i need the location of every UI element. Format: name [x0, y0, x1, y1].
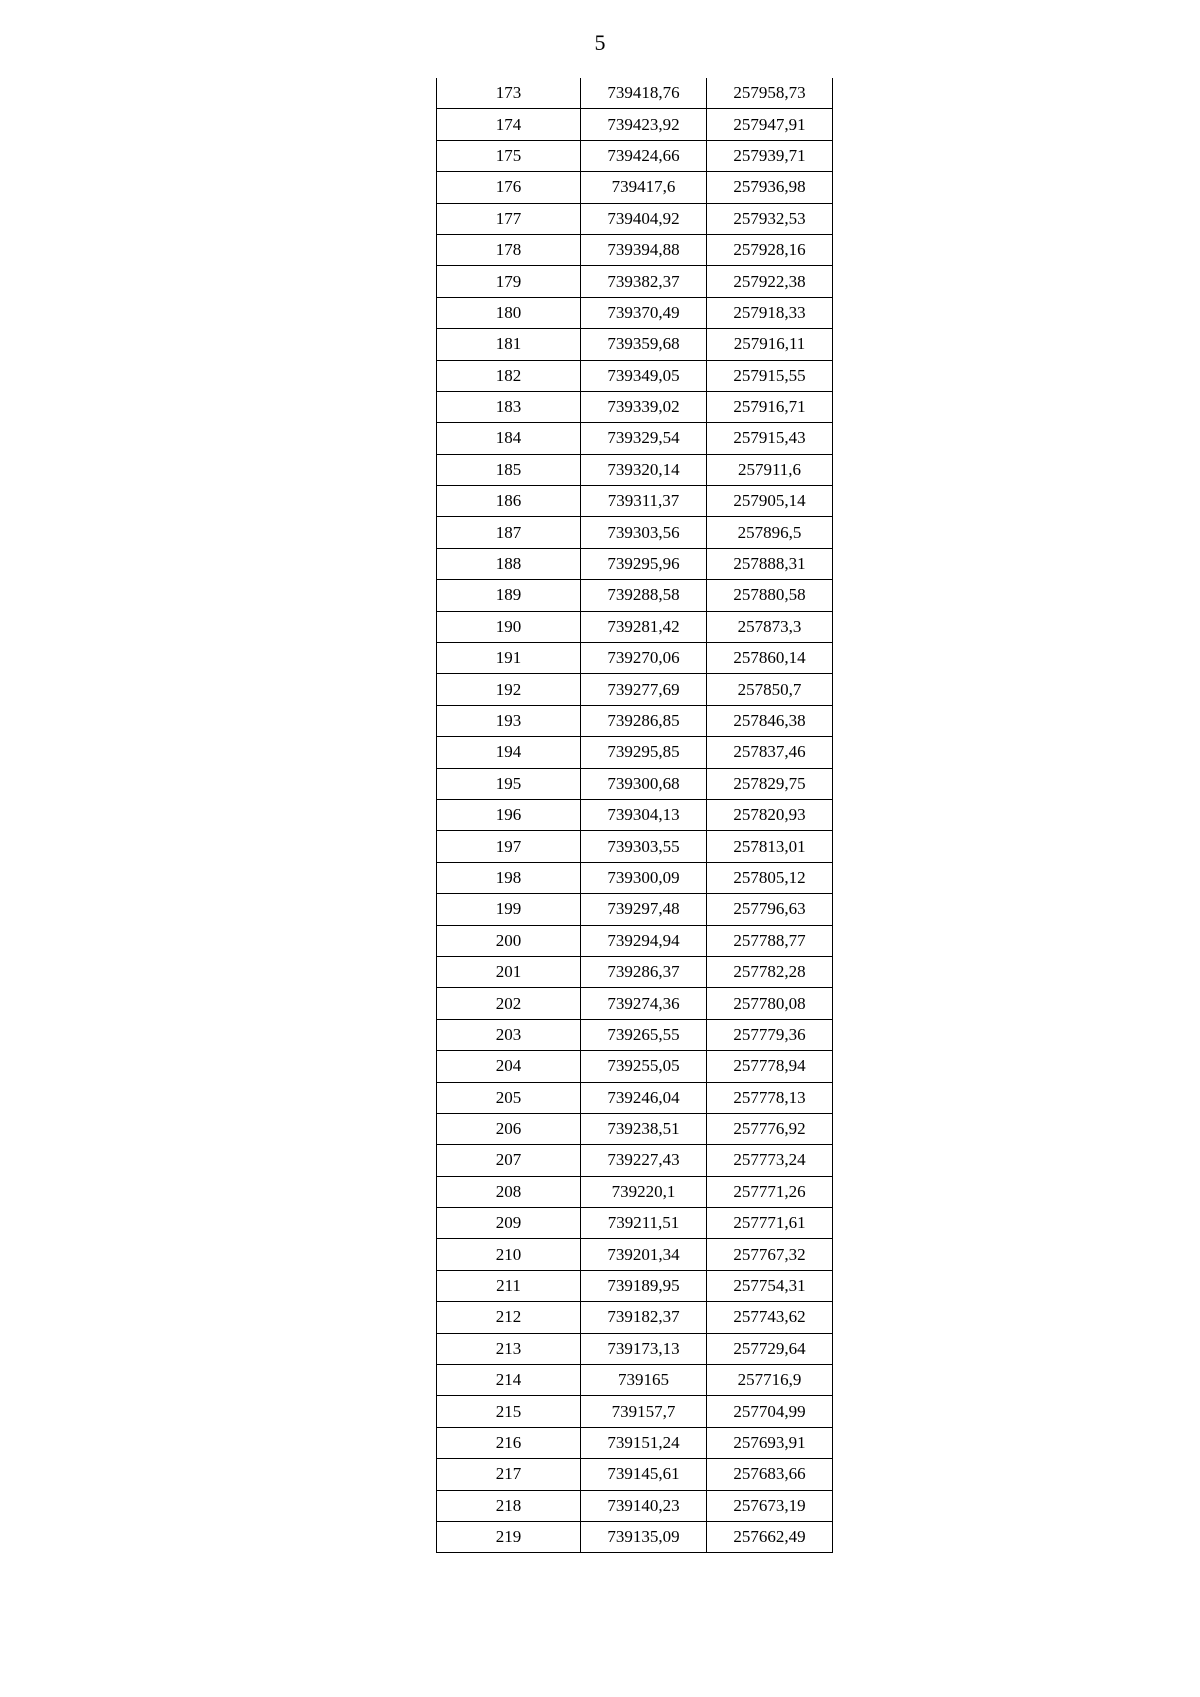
y-coordinate-cell: 257939,71: [707, 140, 833, 171]
point-number-cell: 204: [437, 1051, 581, 1082]
table-row: [437, 109, 833, 140]
y-coordinate-cell: 257754,31: [707, 1270, 833, 1301]
x-coordinate-cell: 739359,68: [581, 329, 707, 360]
point-number-cell: 190: [437, 611, 581, 642]
x-coordinate-cell: 739201,34: [581, 1239, 707, 1270]
x-coordinate-cell: 739370,49: [581, 297, 707, 328]
y-coordinate-cell: 257916,71: [707, 391, 833, 422]
table-row: [437, 768, 833, 799]
table-row: [437, 1365, 833, 1396]
table-row: [437, 1176, 833, 1207]
table-row: [437, 548, 833, 579]
table-row: [437, 1333, 833, 1364]
table-row: [437, 78, 833, 109]
y-coordinate-cell: 257829,75: [707, 768, 833, 799]
table-row: [437, 517, 833, 548]
x-coordinate-cell: 739300,09: [581, 862, 707, 893]
table-row: [437, 1396, 833, 1427]
x-coordinate-cell: 739303,55: [581, 831, 707, 862]
point-number-cell: 205: [437, 1082, 581, 1113]
point-number-cell: 178: [437, 234, 581, 265]
y-coordinate-cell: 257928,16: [707, 234, 833, 265]
x-coordinate-cell: 739418,76: [581, 78, 707, 109]
point-number-cell: 212: [437, 1302, 581, 1333]
table-row: [437, 894, 833, 925]
point-number-cell: 195: [437, 768, 581, 799]
table-row: [437, 266, 833, 297]
table-row: [437, 391, 833, 422]
y-coordinate-cell: 257915,55: [707, 360, 833, 391]
table-row: [437, 140, 833, 171]
x-coordinate-cell: 739329,54: [581, 423, 707, 454]
x-coordinate-cell: 739286,37: [581, 956, 707, 987]
table-row: [437, 611, 833, 642]
x-coordinate-cell: 739265,55: [581, 1019, 707, 1050]
y-coordinate-cell: 257776,92: [707, 1113, 833, 1144]
x-coordinate-cell: 739394,88: [581, 234, 707, 265]
x-coordinate-cell: 739140,23: [581, 1490, 707, 1521]
table-row: [437, 831, 833, 862]
x-coordinate-cell: 739288,58: [581, 580, 707, 611]
point-number-cell: 207: [437, 1145, 581, 1176]
table-row: [437, 956, 833, 987]
table-row: [437, 454, 833, 485]
point-number-cell: 185: [437, 454, 581, 485]
point-number-cell: 199: [437, 894, 581, 925]
y-coordinate-cell: 257767,32: [707, 1239, 833, 1270]
point-number-cell: 200: [437, 925, 581, 956]
y-coordinate-cell: 257673,19: [707, 1490, 833, 1521]
y-coordinate-cell: 257716,9: [707, 1365, 833, 1396]
x-coordinate-cell: 739274,36: [581, 988, 707, 1019]
table-row: [437, 1051, 833, 1082]
y-coordinate-cell: 257704,99: [707, 1396, 833, 1427]
x-coordinate-cell: 739157,7: [581, 1396, 707, 1427]
point-number-cell: 186: [437, 486, 581, 517]
table-row: [437, 234, 833, 265]
table-row: [437, 674, 833, 705]
x-coordinate-cell: 739173,13: [581, 1333, 707, 1364]
table-row: [437, 203, 833, 234]
y-coordinate-cell: 257662,49: [707, 1521, 833, 1552]
table-row: [437, 1113, 833, 1144]
table-row: [437, 1208, 833, 1239]
x-coordinate-cell: 739349,05: [581, 360, 707, 391]
x-coordinate-cell: 739165: [581, 1365, 707, 1396]
y-coordinate-cell: 257905,14: [707, 486, 833, 517]
y-coordinate-cell: 257693,91: [707, 1427, 833, 1458]
table-row: [437, 1019, 833, 1050]
page-number: 5: [594, 30, 606, 55]
y-coordinate-cell: 257880,58: [707, 580, 833, 611]
point-number-cell: 196: [437, 799, 581, 830]
y-coordinate-cell: 257771,26: [707, 1176, 833, 1207]
point-number-cell: 211: [437, 1270, 581, 1301]
table-row: [437, 705, 833, 736]
y-coordinate-cell: 257820,93: [707, 799, 833, 830]
table-row: [437, 925, 833, 956]
table-row: [437, 580, 833, 611]
table-row: [437, 297, 833, 328]
y-coordinate-cell: 257888,31: [707, 548, 833, 579]
x-coordinate-cell: 739151,24: [581, 1427, 707, 1458]
x-coordinate-cell: 739238,51: [581, 1113, 707, 1144]
point-number-cell: 182: [437, 360, 581, 391]
x-coordinate-cell: 739303,56: [581, 517, 707, 548]
point-number-cell: 208: [437, 1176, 581, 1207]
point-number-cell: 175: [437, 140, 581, 171]
point-number-cell: 191: [437, 643, 581, 674]
y-coordinate-cell: 257932,53: [707, 203, 833, 234]
table-row: [437, 1302, 833, 1333]
x-coordinate-cell: 739311,37: [581, 486, 707, 517]
point-number-cell: 214: [437, 1365, 581, 1396]
x-coordinate-cell: 739255,05: [581, 1051, 707, 1082]
y-coordinate-cell: 257778,94: [707, 1051, 833, 1082]
x-coordinate-cell: 739304,13: [581, 799, 707, 830]
point-number-cell: 202: [437, 988, 581, 1019]
x-coordinate-cell: 739294,94: [581, 925, 707, 956]
y-coordinate-cell: 257958,73: [707, 78, 833, 109]
point-number-cell: 189: [437, 580, 581, 611]
point-number-cell: 217: [437, 1459, 581, 1490]
y-coordinate-cell: 257916,11: [707, 329, 833, 360]
y-coordinate-cell: 257873,3: [707, 611, 833, 642]
point-number-cell: 176: [437, 172, 581, 203]
x-coordinate-cell: 739404,92: [581, 203, 707, 234]
table-row: [437, 1427, 833, 1458]
y-coordinate-cell: 257911,6: [707, 454, 833, 485]
point-number-cell: 219: [437, 1521, 581, 1552]
point-number-cell: 180: [437, 297, 581, 328]
x-coordinate-cell: 739382,37: [581, 266, 707, 297]
point-number-cell: 203: [437, 1019, 581, 1050]
y-coordinate-cell: 257773,24: [707, 1145, 833, 1176]
x-coordinate-cell: 739295,85: [581, 737, 707, 768]
table-row: [437, 486, 833, 517]
point-number-cell: 194: [437, 737, 581, 768]
table-row: [437, 1145, 833, 1176]
y-coordinate-cell: 257918,33: [707, 297, 833, 328]
y-coordinate-cell: 257771,61: [707, 1208, 833, 1239]
table-row: [437, 360, 833, 391]
y-coordinate-cell: 257805,12: [707, 862, 833, 893]
point-number-cell: 187: [437, 517, 581, 548]
table-row: [437, 799, 833, 830]
x-coordinate-cell: 739297,48: [581, 894, 707, 925]
point-number-cell: 210: [437, 1239, 581, 1270]
y-coordinate-cell: 257778,13: [707, 1082, 833, 1113]
point-number-cell: 173: [437, 78, 581, 109]
table-row: [437, 737, 833, 768]
table-row: [437, 1459, 833, 1490]
table-row: [437, 643, 833, 674]
point-number-cell: 206: [437, 1113, 581, 1144]
coordinates-table: [436, 78, 833, 1553]
point-number-cell: 192: [437, 674, 581, 705]
x-coordinate-cell: 739211,51: [581, 1208, 707, 1239]
x-coordinate-cell: 739145,61: [581, 1459, 707, 1490]
table-row: [437, 862, 833, 893]
x-coordinate-cell: 739423,92: [581, 109, 707, 140]
table-row: [437, 988, 833, 1019]
point-number-cell: 213: [437, 1333, 581, 1364]
point-number-cell: 197: [437, 831, 581, 862]
y-coordinate-cell: 257947,91: [707, 109, 833, 140]
point-number-cell: 193: [437, 705, 581, 736]
table-row: [437, 1490, 833, 1521]
table-row: [437, 1521, 833, 1552]
point-number-cell: 209: [437, 1208, 581, 1239]
x-coordinate-cell: 739182,37: [581, 1302, 707, 1333]
y-coordinate-cell: 257779,36: [707, 1019, 833, 1050]
point-number-cell: 184: [437, 423, 581, 454]
point-number-cell: 215: [437, 1396, 581, 1427]
y-coordinate-cell: 257743,62: [707, 1302, 833, 1333]
x-coordinate-cell: 739424,66: [581, 140, 707, 171]
y-coordinate-cell: 257915,43: [707, 423, 833, 454]
x-coordinate-cell: 739246,04: [581, 1082, 707, 1113]
y-coordinate-cell: 257922,38: [707, 266, 833, 297]
x-coordinate-cell: 739300,68: [581, 768, 707, 799]
coordinates-table-body: [437, 78, 833, 1553]
y-coordinate-cell: 257813,01: [707, 831, 833, 862]
y-coordinate-cell: 257782,28: [707, 956, 833, 987]
table-row: [437, 329, 833, 360]
x-coordinate-cell: 739295,96: [581, 548, 707, 579]
x-coordinate-cell: 739277,69: [581, 674, 707, 705]
y-coordinate-cell: 257788,77: [707, 925, 833, 956]
table-row: [437, 1239, 833, 1270]
point-number-cell: 181: [437, 329, 581, 360]
point-number-cell: 183: [437, 391, 581, 422]
point-number-cell: 201: [437, 956, 581, 987]
point-number-cell: 174: [437, 109, 581, 140]
table-row: [437, 172, 833, 203]
y-coordinate-cell: 257936,98: [707, 172, 833, 203]
table-row: [437, 423, 833, 454]
x-coordinate-cell: 739286,85: [581, 705, 707, 736]
y-coordinate-cell: 257729,64: [707, 1333, 833, 1364]
x-coordinate-cell: 739320,14: [581, 454, 707, 485]
y-coordinate-cell: 257683,66: [707, 1459, 833, 1490]
y-coordinate-cell: 257846,38: [707, 705, 833, 736]
y-coordinate-cell: 257780,08: [707, 988, 833, 1019]
y-coordinate-cell: 257796,63: [707, 894, 833, 925]
x-coordinate-cell: 739220,1: [581, 1176, 707, 1207]
x-coordinate-cell: 739270,06: [581, 643, 707, 674]
x-coordinate-cell: 739189,95: [581, 1270, 707, 1301]
point-number-cell: 218: [437, 1490, 581, 1521]
point-number-cell: 216: [437, 1427, 581, 1458]
y-coordinate-cell: 257850,7: [707, 674, 833, 705]
x-coordinate-cell: 739135,09: [581, 1521, 707, 1552]
x-coordinate-cell: 739339,02: [581, 391, 707, 422]
table-row: [437, 1270, 833, 1301]
x-coordinate-cell: 739417,6: [581, 172, 707, 203]
point-number-cell: 179: [437, 266, 581, 297]
y-coordinate-cell: 257896,5: [707, 517, 833, 548]
point-number-cell: 198: [437, 862, 581, 893]
table-row: [437, 1082, 833, 1113]
x-coordinate-cell: 739227,43: [581, 1145, 707, 1176]
y-coordinate-cell: 257860,14: [707, 643, 833, 674]
x-coordinate-cell: 739281,42: [581, 611, 707, 642]
y-coordinate-cell: 257837,46: [707, 737, 833, 768]
point-number-cell: 177: [437, 203, 581, 234]
point-number-cell: 188: [437, 548, 581, 579]
